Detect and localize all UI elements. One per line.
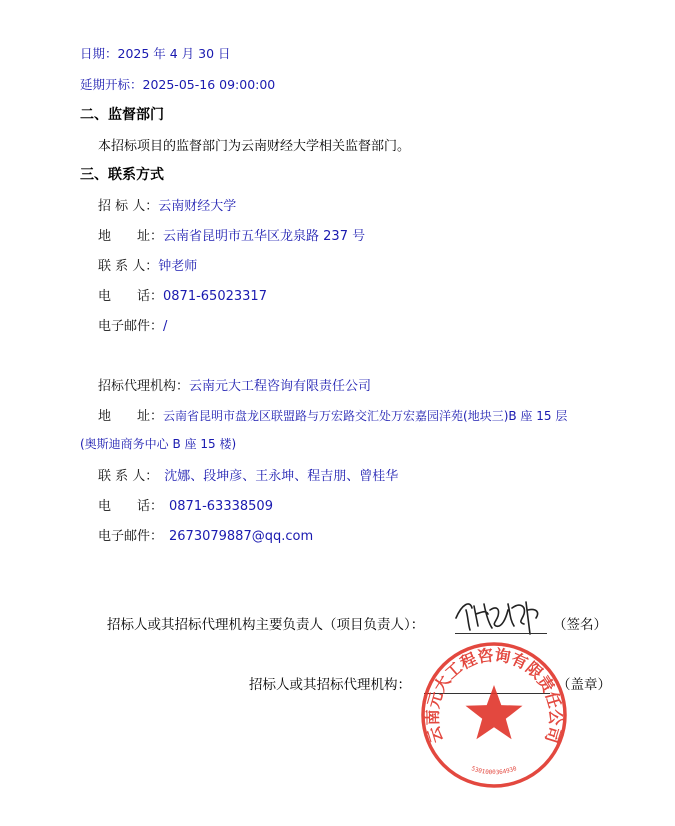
supervision-heading: 二、监督部门	[80, 107, 164, 123]
tenderer-phone-label: 电 话：	[98, 289, 164, 304]
handwritten-signature	[452, 596, 552, 638]
tenderer-email-row	[98, 315, 167, 334]
seal-star-icon	[466, 685, 523, 739]
agency-address-value-2: (奥斯迪商务中心 B 座 15 楼)	[80, 437, 237, 451]
agency-address-row	[98, 405, 567, 424]
agency-phone-value: 0871-63338509	[169, 499, 273, 514]
agency-person-label: 联 系 人：	[98, 469, 159, 484]
agency-seal-label: 招标人或其招标代理机构：	[249, 677, 411, 693]
tenderer-name-row	[98, 195, 236, 214]
supervision-text: 本招标项目的监督部门为云南财经大学相关监督部门。	[98, 139, 411, 154]
agency-name-row	[98, 375, 371, 394]
tenderer-email-value: /	[163, 319, 168, 334]
seal-org-text: 云南元大工程咨询有限责任公司	[422, 645, 566, 746]
tenderer-person-label: 联 系 人：	[98, 259, 159, 274]
tenderer-address-row	[98, 225, 365, 244]
signature-underline	[455, 633, 547, 634]
agency-email-value: 2673079887@qq.com	[169, 529, 314, 544]
agency-person-row	[98, 465, 398, 484]
tenderer-person-value: 钟老师	[158, 259, 198, 274]
company-seal	[419, 640, 569, 790]
agency-name-label: 招标代理机构：	[98, 379, 190, 394]
tenderer-phone-value: 0871-65023317	[163, 289, 267, 304]
contact-heading: 三、联系方式	[80, 167, 164, 183]
agency-name-value: 云南元大工程咨询有限责任公司	[189, 379, 372, 394]
tenderer-email-label: 电子邮件：	[98, 319, 164, 334]
tenderer-address-value: 云南省昆明市五华区龙泉路 237 号	[163, 229, 366, 244]
responsible-person-label: 招标人或其招标代理机构主要负责人（项目负责人）：	[107, 617, 425, 633]
agency-phone-label: 电 话：	[98, 499, 164, 514]
sign-note: （签名）	[553, 617, 607, 633]
date-line: 日期：2025 年 4 月 30 日	[80, 46, 231, 61]
seal-note: （盖章）	[557, 677, 611, 693]
tenderer-name-value: 云南财经大学	[158, 199, 237, 214]
agency-person-value: 沈娜、段坤彦、王永坤、程吉朋、曾桂华	[164, 469, 399, 484]
tenderer-address-label: 地 址：	[98, 229, 164, 244]
delayed-opening-line: 延期开标：2025-05-16 09:00:00	[80, 77, 276, 92]
agency-address-label: 地 址：	[98, 409, 164, 424]
agency-email-row	[98, 525, 313, 544]
agency-phone-row	[98, 495, 273, 514]
tenderer-phone-row	[98, 285, 267, 304]
agency-email-label: 电子邮件：	[98, 529, 164, 544]
seal-code-text: 5301000364930	[470, 765, 518, 777]
tenderer-person-row	[98, 255, 197, 274]
tenderer-name-label: 招 标 人：	[98, 199, 159, 214]
agency-address-value-1: 云南省昆明市盘龙区联盟路与万宏路交汇处万宏嘉园洋苑(地块三)B 座 15 层	[163, 409, 568, 423]
